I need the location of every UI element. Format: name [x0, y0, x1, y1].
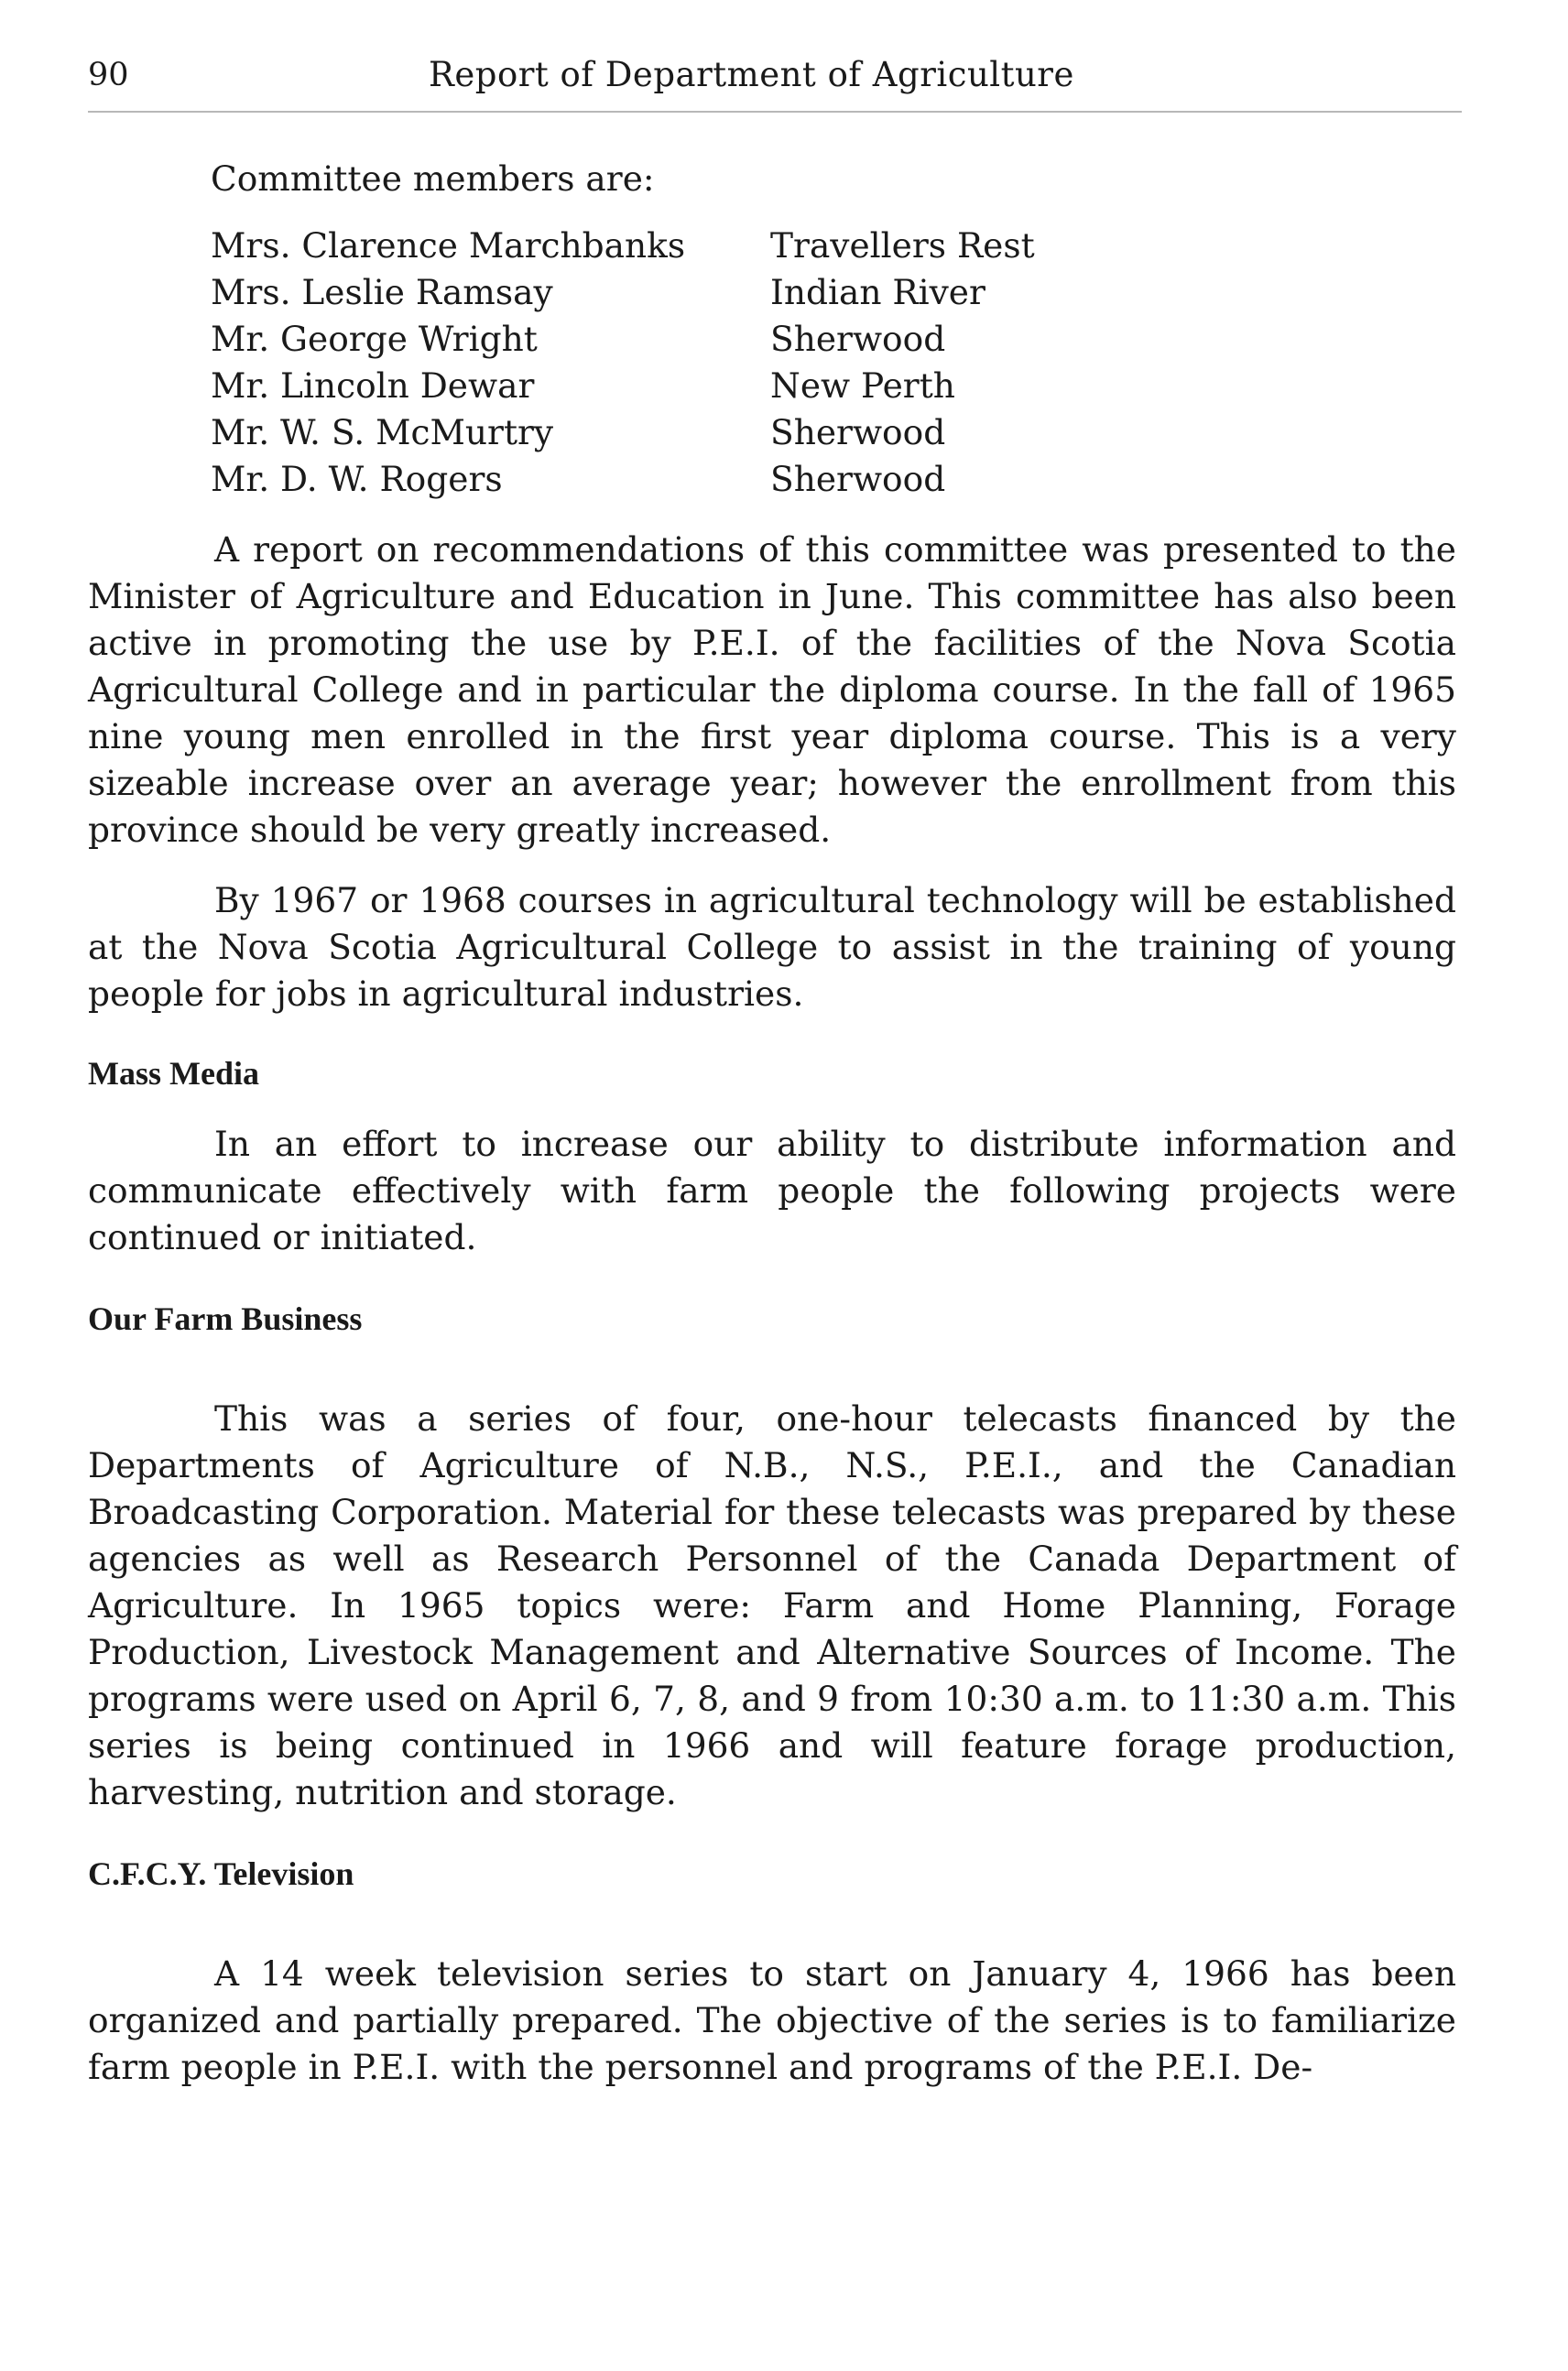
committee-member-row [211, 316, 1456, 363]
section-heading-mass-media: Mass Media [88, 1055, 259, 1092]
committee-member-row [211, 223, 1456, 269]
mass-media-paragraph: In an effort to increase our ability to distribute information and communicate effectively with farm people the following projects were continued or initiated. [88, 1124, 1456, 1257]
member-place: Sherwood [770, 459, 946, 499]
committee-members-list [88, 223, 1456, 503]
member-name: Mr. Lincoln Dewar [211, 365, 535, 406]
member-place: Sherwood [770, 412, 946, 452]
member-place: Indian River [770, 272, 985, 312]
committee-member-row [211, 363, 1456, 409]
running-title: Report of Department of Agriculture [429, 55, 1074, 94]
committee-member-row [211, 269, 1456, 316]
member-name: Mrs. Leslie Ramsay [211, 272, 553, 312]
member-name: Mr. W. S. McMurtry [211, 412, 554, 452]
member-name: Mr. D. W. Rogers [211, 459, 503, 499]
member-place: Travellers Rest [770, 225, 1035, 266]
committee-member-row [211, 456, 1456, 503]
header-rule [88, 111, 1462, 113]
committee-intro: Committee members are: [211, 158, 655, 199]
member-place: Sherwood [770, 319, 946, 359]
member-name: Mrs. Clarence Marchbanks [211, 225, 686, 266]
page-number: 90 [88, 57, 129, 93]
page-header [88, 49, 1456, 101]
member-name: Mr. George Wright [211, 319, 538, 359]
cfcy-television-paragraph: A 14 week television series to start on January 4, 1966 has been organized and partially prepared. The objective of the series is to familiarize farm people in P.E.I. with the personnel and programs of the P.E.I. De- [88, 1953, 1456, 2087]
our-farm-business-paragraph: This was a series of four, one-hour telecasts financed by the Departments of Agriculture of N.B., N.S., P.E.I., and the Canadian Broadcasting Corporation. Material for these telecasts was prepared by these agencies as well as Research Personnel of the Canada Department of Agriculture. In 1965 topics were: Farm and Home Planning, Forage Production, Livestock Management and Alternative Sources of Income. The programs were used on April 6, 7, 8, and 9 from 10:30 a.m. to 11:30 a.m. This series is being continued in 1966 and will feature forage production, harvesting, nutrition and storage. [88, 1398, 1456, 1812]
section-heading-cfcy-television: C.F.C.Y. Television [88, 1855, 354, 1892]
page-body [88, 156, 1456, 2091]
member-place: New Perth [770, 365, 955, 406]
committee-member-row [211, 409, 1456, 456]
technology-paragraph: By 1967 or 1968 courses in agricultural technology will be established at the Nova Scotia Agricultural College to assist in the training of young people for jobs in agricultural industries. [88, 880, 1456, 1014]
report-paragraph: A report on recommendations of this committee was presented to the Minister of Agriculture and Education in June. This committee has also been active in promoting the use by P.E.I. of the facilities of the Nova Scotia Agricultural College and in particular the diploma course. In the fall of 1965 nine young men enrolled in the first year diploma course. This is a very sizeable increase over an average year; however the enrollment from this province should be very greatly increased. [88, 529, 1456, 850]
section-heading-our-farm-business: Our Farm Business [88, 1300, 363, 1337]
